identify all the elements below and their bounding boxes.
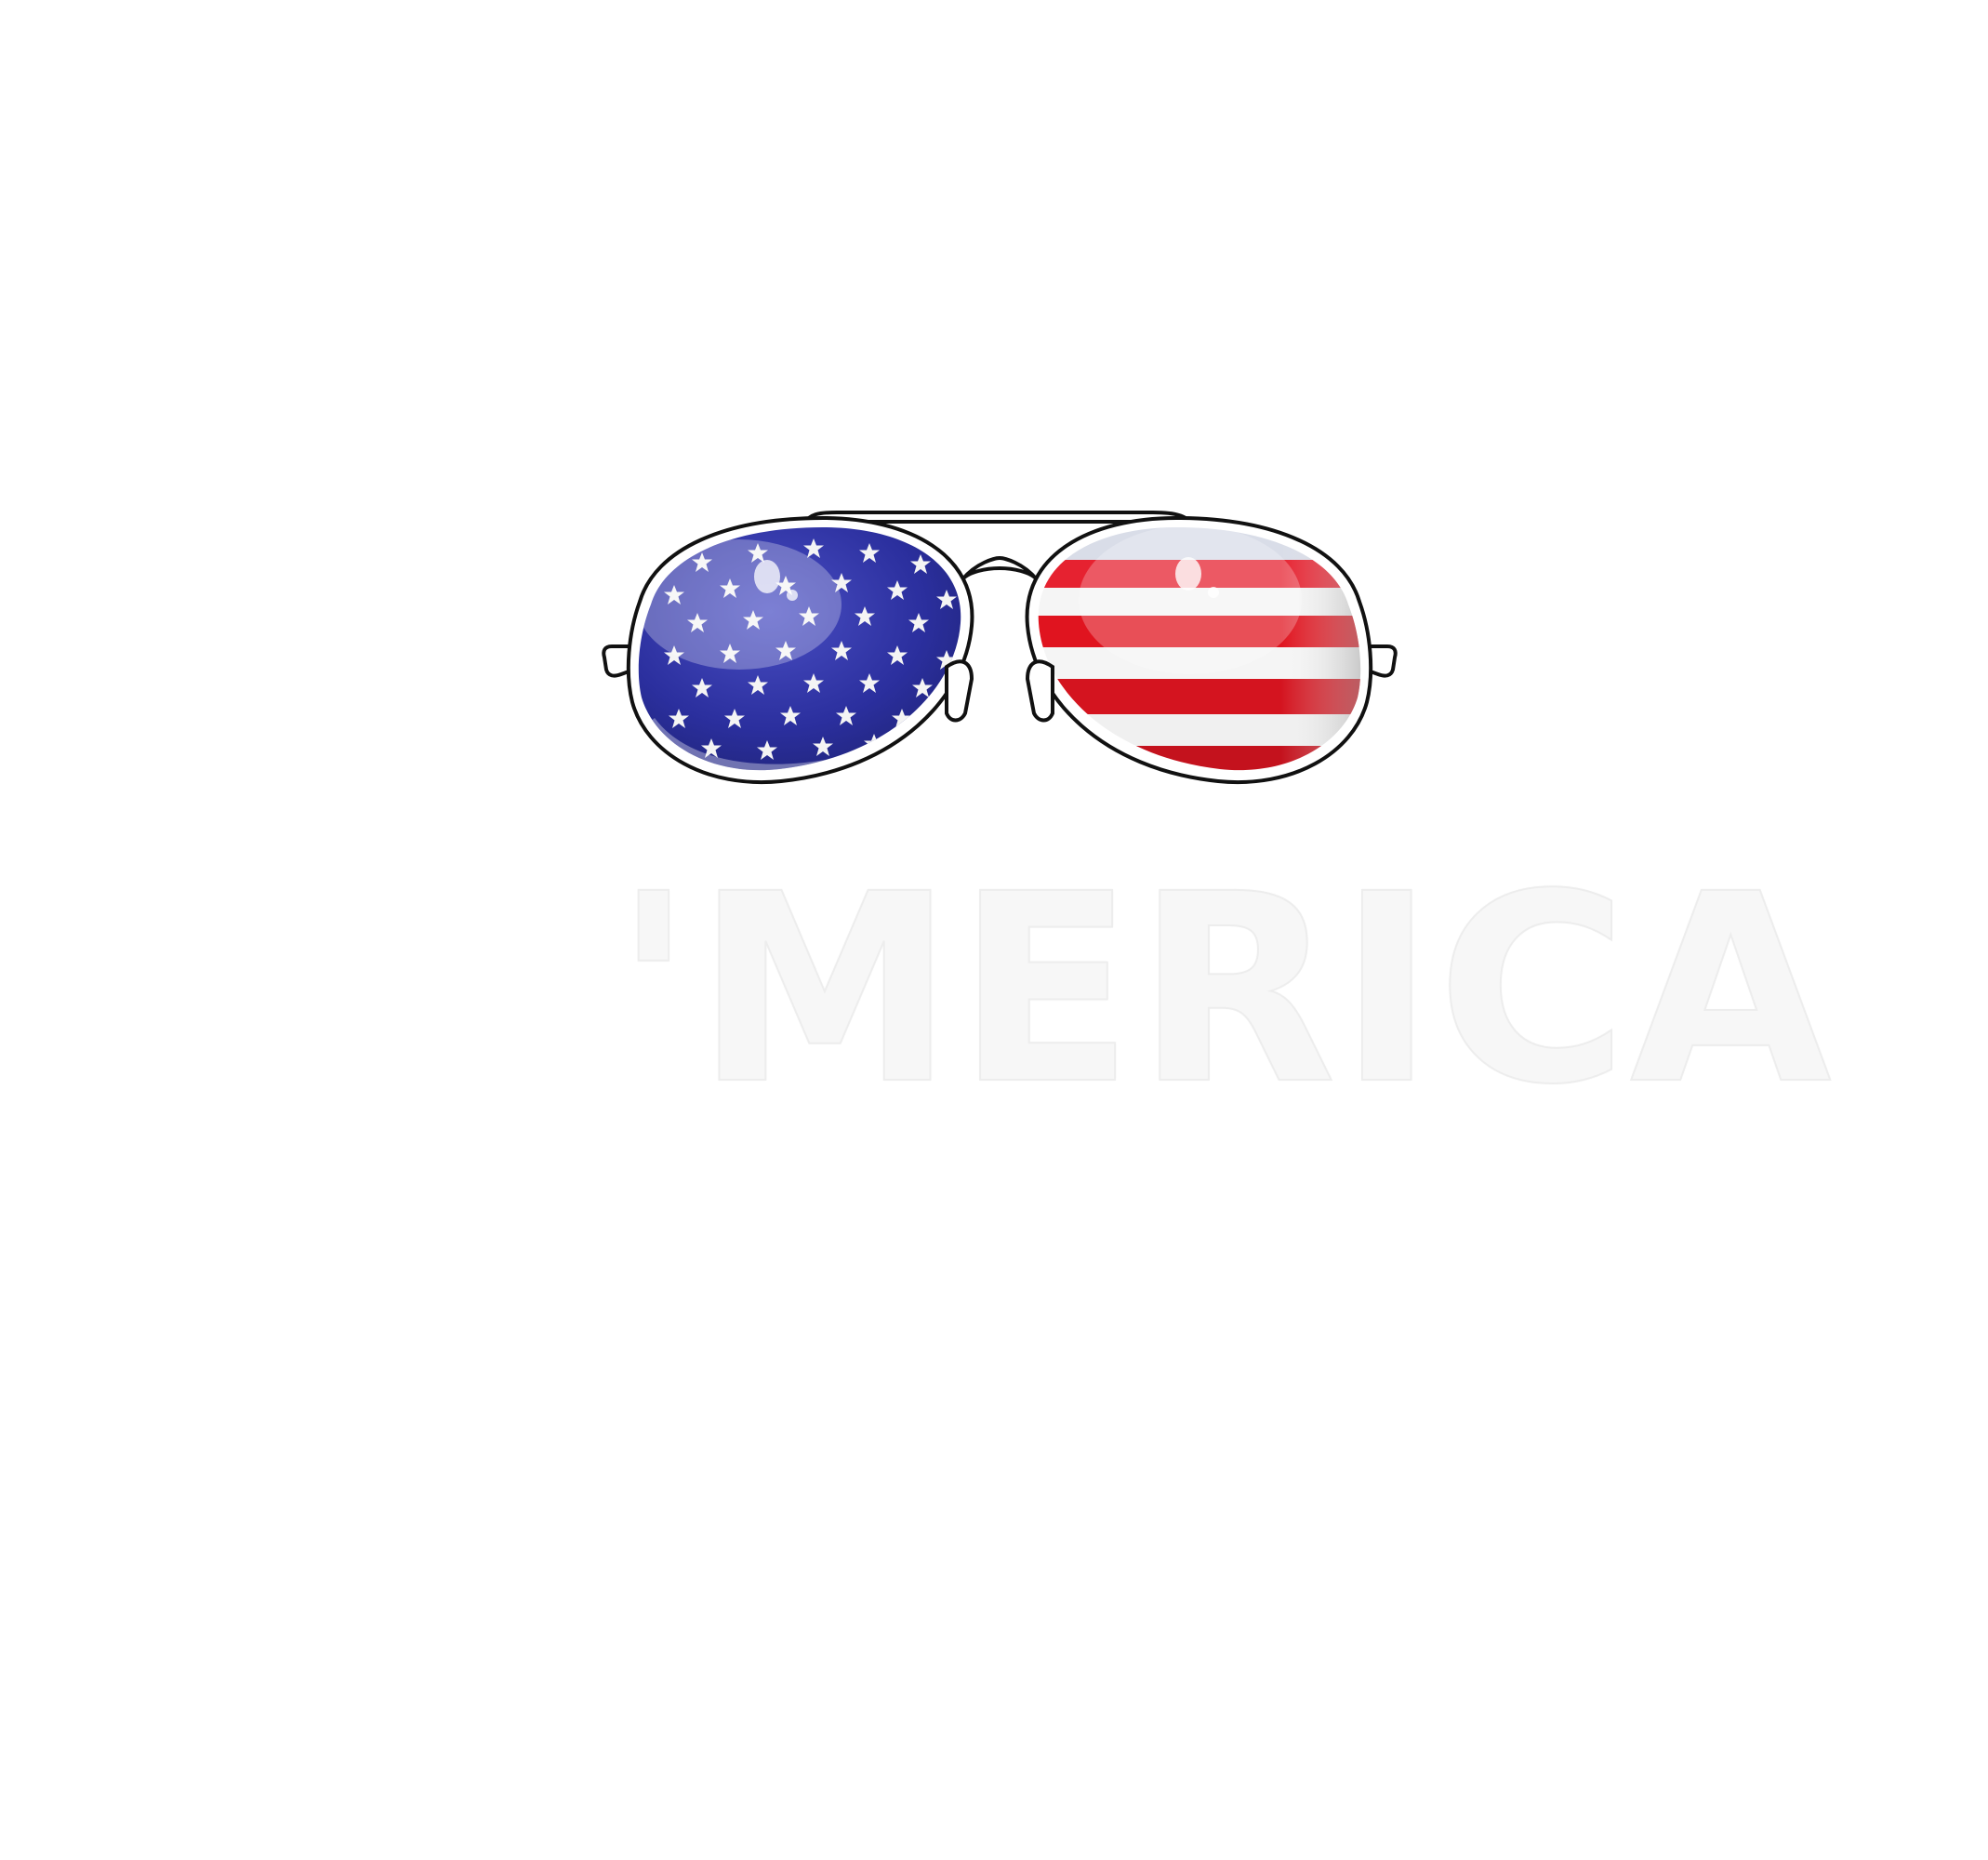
merica-headline: 'MERICA [614,839,1834,1142]
sunglasses-american-flag-icon [595,507,1404,828]
